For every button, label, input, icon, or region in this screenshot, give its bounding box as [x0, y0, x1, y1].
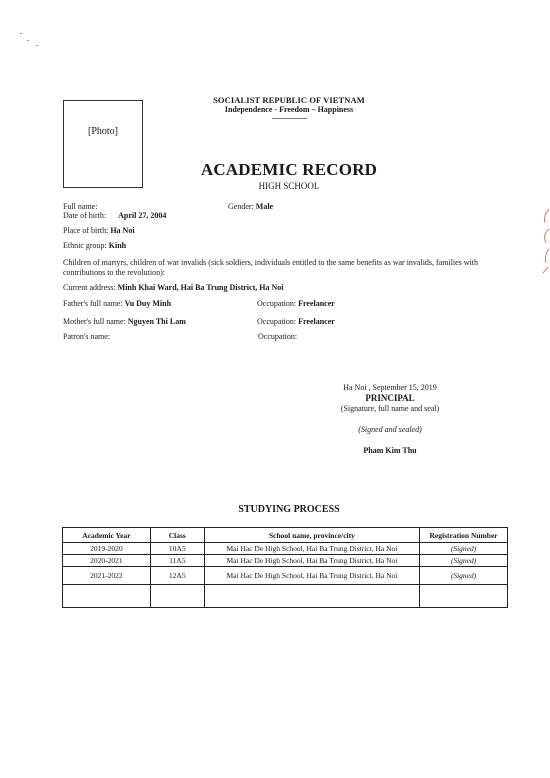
principal-name: Pham Kim Thu [363, 446, 417, 455]
father-occupation-value: Freelancer [298, 299, 335, 308]
full-name-label: Full name: [63, 202, 98, 211]
scan-speck [27, 40, 29, 41]
dob-row [63, 211, 166, 221]
document-title: ACADEMIC RECORD [200, 160, 378, 179]
address-label: Current address: [63, 283, 116, 292]
empty-cell [204, 585, 419, 608]
motto: Independence - Freedom – Happiness [224, 105, 354, 114]
gender-row [228, 202, 273, 212]
academic-year-cell: 2019-2020 [63, 543, 151, 555]
registration-cell: (Signed) [420, 543, 508, 555]
pob-row [63, 226, 135, 236]
studying-process-title: STUDYING PROCESS [238, 504, 340, 515]
dob-value: April 27, 2004 [118, 211, 167, 220]
father-occupation-row [257, 299, 335, 309]
school-name-cell: Mai Hac De High School, Hai Ba Trung District, Ha Noi [204, 567, 419, 585]
signature-note: (Signature, full name and seal) [340, 404, 440, 413]
photo-label: [Photo] [88, 126, 118, 137]
place-date: Ha Noi , September 15, 2019 [343, 383, 437, 392]
mother-value: Nguyen Thi Lam [127, 317, 186, 326]
father-occupation-label: Occupation: [257, 299, 297, 308]
address-row [63, 283, 283, 293]
class-cell: 11A5 [150, 555, 204, 567]
class-cell: 10A5 [150, 543, 204, 555]
empty-cell [63, 585, 151, 608]
stamp-edge-icon [540, 205, 550, 275]
father-label: Father's full name: [63, 299, 123, 308]
registration-cell: (Signed) [420, 555, 508, 567]
principal-title: PRINCIPAL [365, 393, 415, 403]
academic-year-cell: 2021-2022 [63, 567, 151, 585]
studying-process-table [62, 527, 508, 608]
father-row [63, 299, 171, 309]
header-divider: -------------------------- [271, 114, 307, 122]
registration-cell: (Signed) [420, 567, 508, 585]
pob-label: Place of birth: [63, 226, 109, 235]
header-school-name: School name, province/city [204, 528, 419, 543]
mother-occupation-row [257, 317, 335, 327]
table-row [63, 543, 508, 555]
ethnic-value: Kinh [108, 241, 127, 250]
mother-occupation-label: Occupation: [257, 317, 297, 326]
ethnic-label: Ethnic group: [63, 241, 107, 250]
address-value: Minh Khai Ward, Hai Ba Trung District, Ha Noi [117, 283, 284, 292]
empty-cell [150, 585, 204, 608]
mother-occupation-value: Freelancer [298, 317, 335, 326]
mother-row [63, 317, 186, 327]
header-class: Class [150, 528, 204, 543]
gender-label: Gender: [228, 202, 254, 211]
header-registration-number: Registration Number [420, 528, 508, 543]
patron-occupation-label: Occupation: [258, 332, 298, 341]
ethnic-row [63, 241, 126, 251]
children-label: Children of martyrs, children of war invalids (sick soldiers, individuals entitled to the same benefits as war invalids, families with contributions to the revolution): [63, 258, 479, 277]
empty-cell [420, 585, 508, 608]
school-name-cell: Mai Hac De High School, Hai Ba Trung District, Ha Noi [204, 543, 419, 555]
document-subtitle: HIGH SCHOOL [258, 181, 320, 191]
scan-speck [36, 45, 38, 46]
school-name-cell: Mai Hac De High School, Hai Ba Trung District, Ha Noi [204, 555, 419, 567]
mother-label: Mother's full name: [63, 317, 126, 326]
dob-label: Date of birth: [63, 211, 107, 220]
table-row [63, 555, 508, 567]
patron-label: Patron's name: [63, 332, 110, 341]
gender-value: Male [255, 202, 274, 211]
signed-sealed: (Signed and sealed) [358, 425, 422, 434]
photo-box [63, 100, 143, 188]
father-value: Vu Duy Minh [124, 299, 172, 308]
pob-value: Ha Noi [110, 226, 135, 235]
scan-speck [20, 33, 22, 34]
academic-year-cell: 2020-2021 [63, 555, 151, 567]
republic-heading: SOCIALIST REPUBLIC OF VIETNAM [213, 95, 365, 105]
class-cell: 12A5 [150, 567, 204, 585]
header-academic-year: Academic Year [63, 528, 151, 543]
table-row-empty [63, 585, 508, 608]
table-header-row [63, 528, 508, 543]
table-row [63, 567, 508, 585]
